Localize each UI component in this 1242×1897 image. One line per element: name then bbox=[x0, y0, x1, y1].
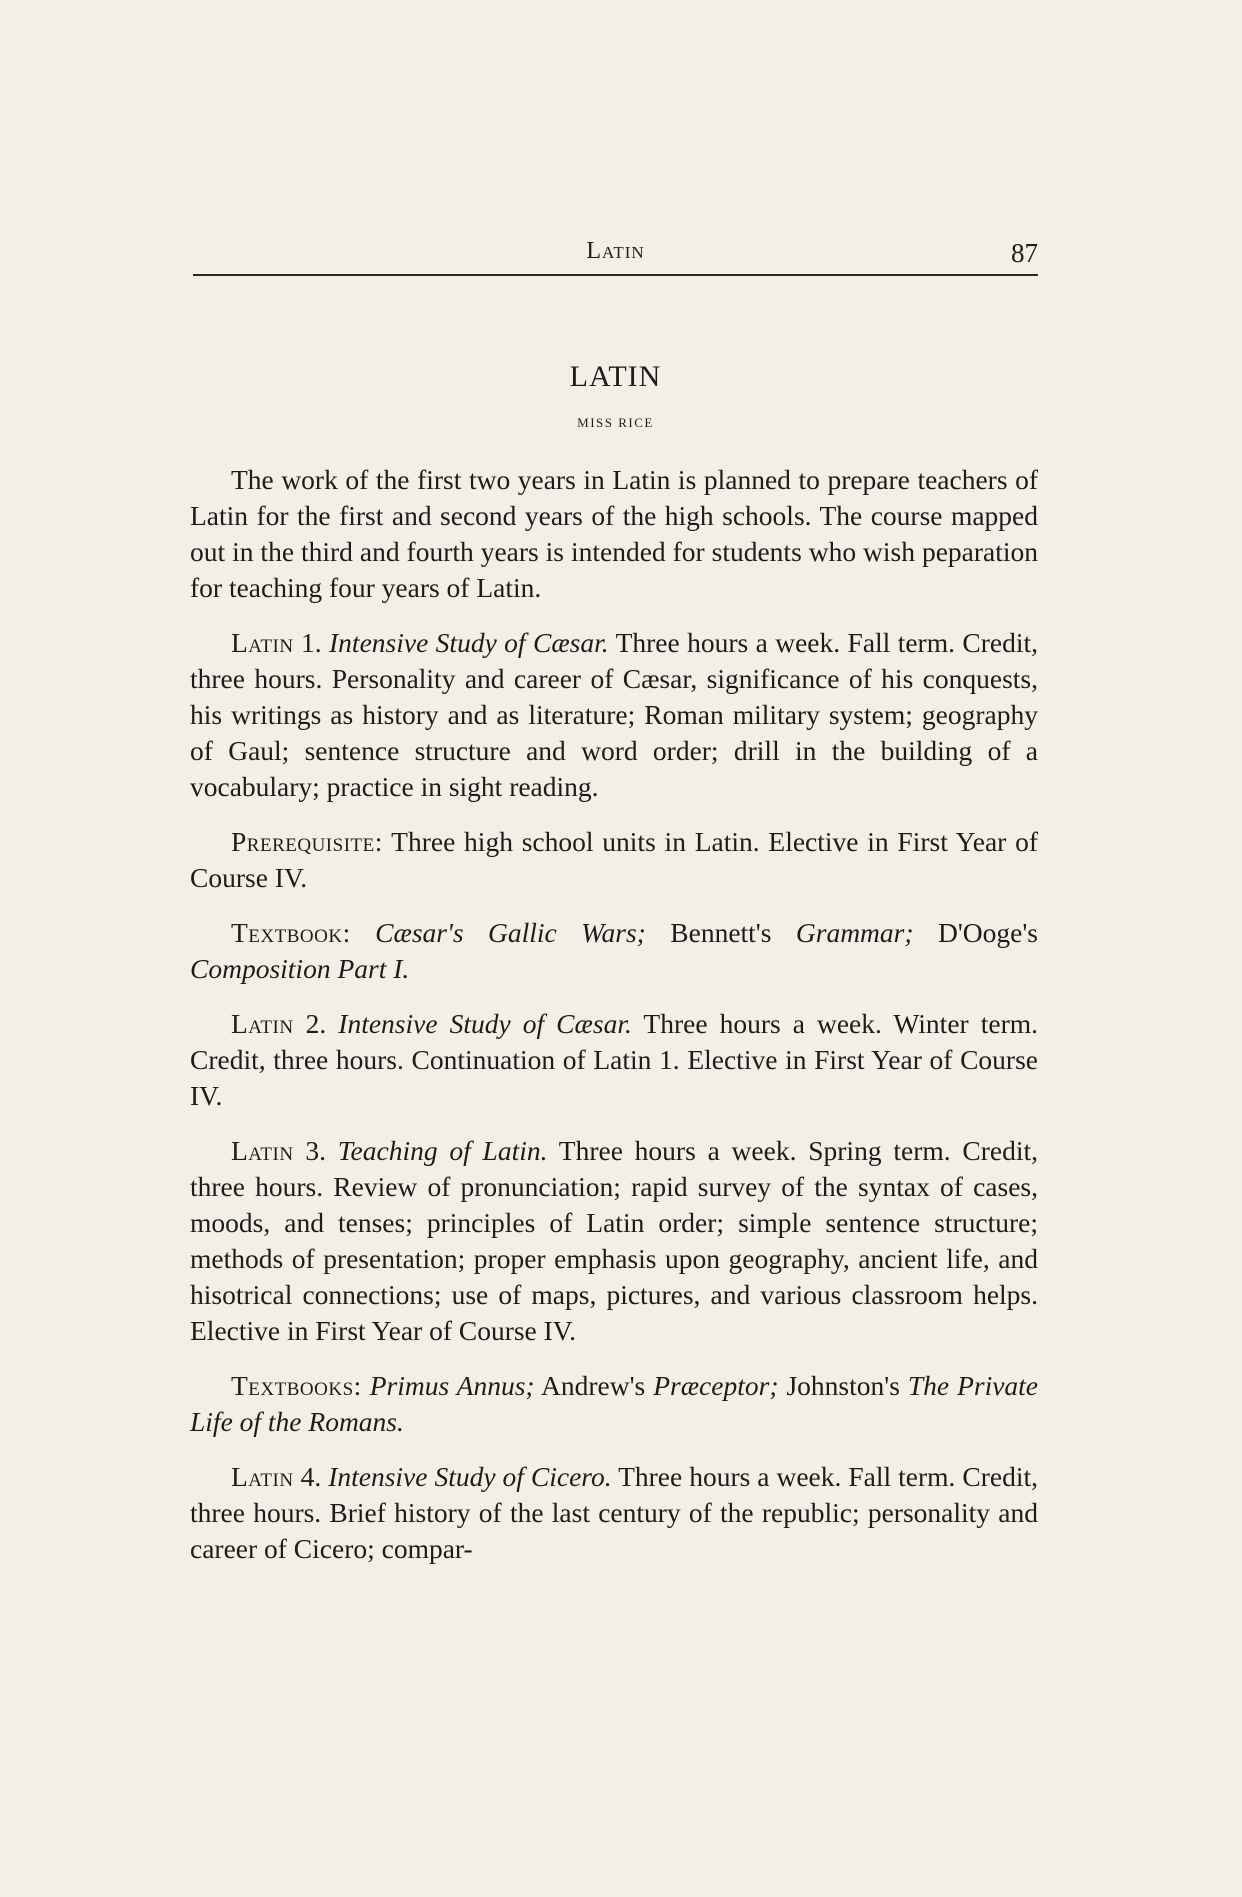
textbook-title: Primus Annus; bbox=[369, 1370, 535, 1401]
course-description: Three hours a week. Spring term. Credit, three hours. Review of pronunciation; rapid survey of the syntax of cases, moods, and tenses; principles of Latin order; simple sentence structure; methods of presentation; proper emphasis upon geography, ancient life, and hisotrical connections; use of maps, pictures, and various classroom helps. Elective in First Year of Course IV. bbox=[190, 1135, 1039, 1346]
textbook-latin-1 bbox=[190, 915, 1038, 987]
textbook-label: Textbook: bbox=[231, 917, 351, 948]
course-title: Intensive Study of Cicero. bbox=[328, 1461, 612, 1492]
textbook-text: Johnston's bbox=[778, 1370, 908, 1401]
course-latin-3 bbox=[190, 1133, 1038, 1349]
course-label: Latin bbox=[231, 1008, 294, 1039]
textbook-title: Composition Part I. bbox=[190, 953, 410, 984]
course-description: Three hours a week. Fall term. Credit, three hours. Personality and career of Cæsar, significance of his conquests, his writings as history and as literature; Roman military system; geography of Gaul; sentence structure and word order; drill in the building of a vocabulary; practice in sight reading. bbox=[190, 627, 1038, 802]
course-latin-4 bbox=[190, 1459, 1038, 1567]
intro-text: The work of the first two years in Latin is planned to prepare teachers of Latin for the first and second years of the high schools. The course mapped out in the third and fourth years is intended for students who wish peparation for teaching four years of Latin. bbox=[190, 464, 1038, 603]
textbook-title: Grammar; bbox=[795, 917, 914, 948]
course-latin-1 bbox=[190, 625, 1038, 805]
section-title: LATIN bbox=[569, 360, 662, 393]
prerequisite-label: Prerequisite: bbox=[231, 826, 383, 857]
course-latin-2 bbox=[190, 1006, 1038, 1114]
prerequisite-latin-1 bbox=[190, 824, 1038, 896]
course-label: Latin bbox=[231, 627, 294, 658]
textbook-text: D'Ooge's bbox=[913, 917, 1038, 948]
course-number: 3. bbox=[305, 1135, 326, 1166]
textbook-title: Cæsar's Gallic Wars; bbox=[375, 917, 646, 948]
textbooks-latin-3 bbox=[190, 1368, 1038, 1440]
running-title: Latin bbox=[586, 238, 645, 264]
textbook-text: Andrew's bbox=[534, 1370, 654, 1401]
course-number: 4. bbox=[300, 1461, 322, 1492]
running-header bbox=[193, 238, 1038, 276]
course-title: Intensive Study of Cæsar. bbox=[338, 1008, 632, 1039]
course-label: Latin bbox=[231, 1461, 294, 1492]
course-number: 2. bbox=[305, 1008, 327, 1039]
course-title: Intensive Study of Cæsar. bbox=[329, 627, 609, 658]
textbook-title: Præceptor; bbox=[653, 1370, 779, 1401]
prerequisite-text: Three high school units in Latin. Elective in First Year of Course IV. bbox=[190, 826, 1038, 893]
textbook-title: The Private Life of the Romans. bbox=[190, 1370, 1039, 1437]
course-label: Latin bbox=[231, 1135, 294, 1166]
intro-paragraph bbox=[190, 462, 1038, 606]
instructor-name: MISS RICE bbox=[577, 415, 654, 430]
course-title: Teaching of Latin. bbox=[337, 1135, 548, 1166]
page-number: 87 bbox=[1011, 238, 1038, 268]
course-number: 1. bbox=[300, 627, 322, 658]
course-description: Three hours a week. Fall term. Credit, three hours. Brief history of the last century of the republic; personality and career of Cicero; compar- bbox=[190, 1461, 1039, 1564]
body-text bbox=[190, 462, 1038, 1586]
textbook-text: Bennett's bbox=[645, 917, 796, 948]
course-description: Three hours a week. Winter term. Credit, three hours. Continuation of Latin 1. Elective in First Year of Course IV. bbox=[190, 1008, 1038, 1111]
textbook-label: Textbooks: bbox=[231, 1370, 362, 1401]
